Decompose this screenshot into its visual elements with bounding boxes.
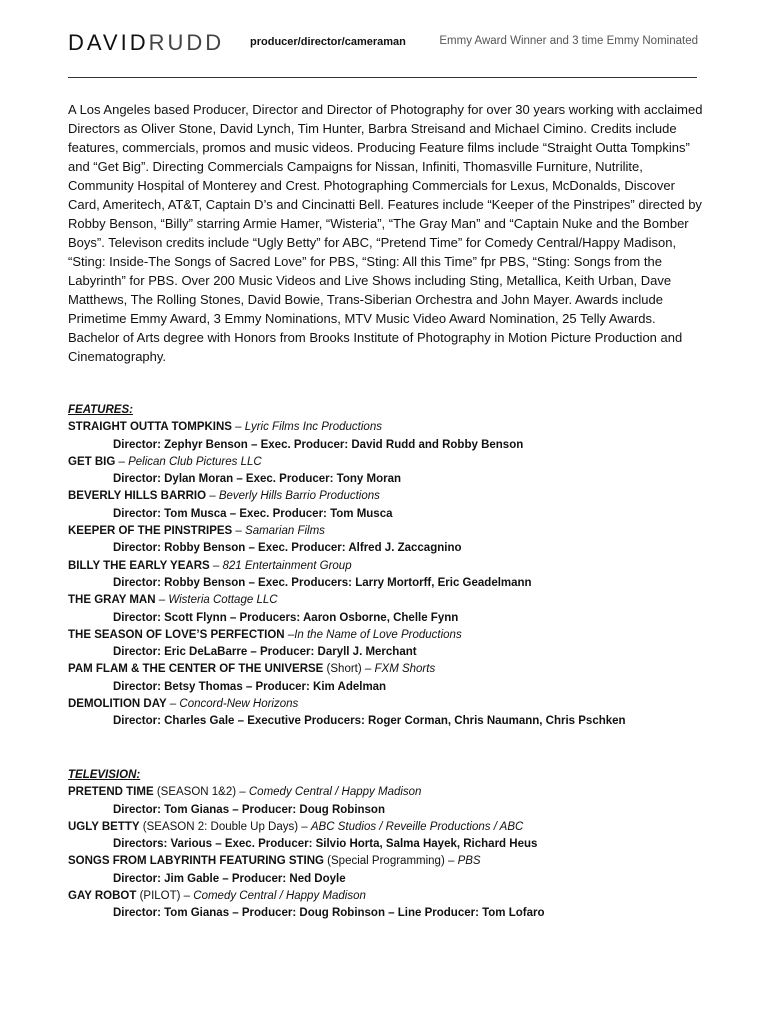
features-list xyxy=(68,419,708,730)
entry-separator: – xyxy=(231,421,245,434)
credit-entry xyxy=(68,558,708,593)
entry-separator: – xyxy=(444,855,458,868)
entry-company: Pelican Club Pictures LLC xyxy=(128,455,262,468)
entry-title-line xyxy=(68,888,708,905)
entry-title: GET BIG xyxy=(68,455,116,468)
entry-company: 821 Entertainment Group xyxy=(222,559,352,572)
entry-qualifier: (SEASON 2: Double Up Days) xyxy=(139,820,299,833)
credit-entry xyxy=(68,454,708,489)
entry-credits: Director: Eric DeLaBarre – Producer: Daryll J. Merchant xyxy=(113,646,417,659)
entry-title-line xyxy=(68,454,708,471)
credit-entry xyxy=(68,853,708,888)
entry-title-line xyxy=(68,819,708,836)
entry-title: GAY ROBOT xyxy=(68,890,137,903)
entry-credits: Director: Zephyr Benson – Exec. Producer: David Rudd and Robby Benson xyxy=(113,438,524,451)
entry-credits: Directors: Various – Exec. Producer: Silvio Horta, Salma Hayek, Richard Heus xyxy=(113,838,538,851)
entry-credits: Director: Tom Musca – Exec. Producer: Tom Musca xyxy=(113,507,393,520)
entry-credits: Director: Robby Benson – Exec. Producers: Larry Mortorff, Eric Geadelmann xyxy=(113,576,532,589)
entry-title-line xyxy=(68,853,708,870)
bio-paragraph: A Los Angeles based Producer, Director and Director of Photography for over 30 years working with acclaimed Directors as Oliver Stone, David Lynch, Tim Hunter, Barbra Streisand and Michael Cimino. Credits include features, commercials, promos and music videos. Producing Feature films include “Straight Outta Tompkins” and “Get Big”. Directing Commercials Campaigns for Nissan, Infiniti, Thomasville Furniture, Nutrilite, Community Hospital of Monterey and Crest. Photographing Commercials for Lexus, McDonalds, Discover Card, Ameritech, AT&T, Captain D’s and Cincinatti Bell. Features include “Keeper of the Pinstripes” directed by Robby Benson, “Billy” starring Armie Hamer, “Wisteria”, “The Gray Man” and “Captain Nuke and the Bomber Boys”. Televison credits include “Ugly Betty” for ABC, “Pretend Time” for Comedy Central/Happy Madison, “Sting: Inside-The Songs of Sacred Love” for PBS, “Sting: All this Time” fpr PBS, “Sting: Songs from the Labyrinth” for PBS. Over 200 Music Videos and Live Shows including Sting, Metallica, Keith Urban, Dave Matthews, The Rolling Stones, David Bowie, Trans-Siberian Orchestra and John Mayer. Awards include Primetime Emmy Award, 3 Emmy Nominations, MTV Music Video Award Nomination, 25 Telly Awards. Bachelor of Arts degree with Honors from Brooks Institute of Photography in Motion Picture Production and Cinematography. xyxy=(68,102,703,364)
entry-title-line xyxy=(68,661,708,678)
credit-entry xyxy=(68,696,708,731)
entry-company: Comedy Central / Happy Madison xyxy=(248,786,422,799)
television-list xyxy=(68,784,708,922)
credit-entry xyxy=(68,888,708,923)
entry-separator: – xyxy=(298,820,311,833)
entry-company: ABC Studios / Reveille Productions / ABC xyxy=(310,820,524,833)
entry-title-line xyxy=(68,488,708,505)
features-heading: FEATURES: xyxy=(68,404,133,416)
entry-qualifier: (Short) xyxy=(323,663,362,676)
entry-separator: – xyxy=(236,786,249,799)
entry-credits: Director: Jim Gable – Producer: Ned Doyle xyxy=(113,872,346,885)
entry-title: PRETEND TIME xyxy=(68,786,154,799)
entry-company: Comedy Central / Happy Madison xyxy=(193,890,366,903)
entry-separator: – xyxy=(361,663,375,676)
entry-company: Lyric Films Inc Productions xyxy=(244,421,382,434)
credit-entry xyxy=(68,419,708,454)
entry-qualifier: (SEASON 1&2) xyxy=(153,786,237,799)
entry-title: DEMOLITION DAY xyxy=(68,698,167,711)
entry-credits: Director: Charles Gale – Executive Producers: Roger Corman, Chris Naumann, Chris Pschken xyxy=(113,715,626,728)
entry-separator: – xyxy=(206,490,219,503)
entry-title-line xyxy=(68,523,708,540)
entry-title: THE SEASON OF LOVE’S PERFECTION xyxy=(68,628,285,641)
entry-title-line xyxy=(68,784,708,801)
entry-title: KEEPER OF THE PINSTRIPES xyxy=(68,525,233,538)
resume-header xyxy=(68,30,698,58)
entry-separator: – xyxy=(180,890,194,903)
credit-entry xyxy=(68,488,708,523)
entry-title: UGLY BETTY xyxy=(68,820,140,833)
entry-separator: – xyxy=(232,525,246,538)
entry-title-line xyxy=(68,419,708,436)
features-section xyxy=(68,402,708,731)
entry-title: BEVERLY HILLS BARRIO xyxy=(68,490,207,503)
credit-entry xyxy=(68,523,708,558)
credit-entry xyxy=(68,661,708,696)
entry-company: In the Name of Love Productions xyxy=(294,628,462,641)
entry-separator: – xyxy=(209,559,223,572)
header-divider xyxy=(68,77,697,78)
entry-title: BILLY THE EARLY YEARS xyxy=(68,559,210,572)
name-wordmark xyxy=(68,30,224,56)
name-last: RUDD xyxy=(148,30,225,55)
entry-title: SONGS FROM LABYRINTH FEATURING STING xyxy=(68,855,324,868)
entry-credits: Director: Robby Benson – Exec. Producer: Alfred J. Zaccagnino xyxy=(113,542,462,555)
entry-title-line xyxy=(68,558,708,575)
television-section xyxy=(68,767,708,923)
name-first: DAVID xyxy=(68,30,149,55)
entry-title-line xyxy=(68,627,708,644)
entry-separator: – xyxy=(155,594,169,607)
credit-entry xyxy=(68,627,708,662)
entry-title-line xyxy=(68,696,708,713)
entry-company: Samarian Films xyxy=(245,525,325,538)
entry-title-line xyxy=(68,592,708,609)
entry-company: Concord-New Horizons xyxy=(179,698,299,711)
entry-company: FXM Shorts xyxy=(374,663,436,676)
credit-entry xyxy=(68,819,708,854)
role-title: producer/director/cameraman xyxy=(250,36,406,48)
entry-qualifier: (PILOT) xyxy=(136,890,181,903)
entry-separator: – xyxy=(284,628,295,641)
entry-qualifier: (Special Programming) xyxy=(323,855,445,868)
entry-separator: – xyxy=(115,455,129,468)
awards-tagline: Emmy Award Winner and 3 time Emmy Nominated xyxy=(439,35,698,47)
entry-title: THE GRAY MAN xyxy=(68,594,156,607)
entry-credits: Director: Betsy Thomas – Producer: Kim Adelman xyxy=(113,680,387,693)
entry-separator: – xyxy=(166,698,180,711)
entry-title: STRAIGHT OUTTA TOMPKINS xyxy=(68,421,232,434)
entry-credits: Director: Tom Gianas – Producer: Doug Robinson xyxy=(113,803,385,816)
entry-credits: Director: Tom Gianas – Producer: Doug Robinson – Line Producer: Tom Lofaro xyxy=(113,907,545,920)
entry-credits: Director: Scott Flynn – Producers: Aaron Osborne, Chelle Fynn xyxy=(113,611,459,624)
entry-company: PBS xyxy=(457,855,481,868)
entry-title: PAM FLAM & THE CENTER OF THE UNIVERSE xyxy=(68,663,324,676)
entry-company: Wisteria Cottage LLC xyxy=(168,594,278,607)
television-heading: TELEVISION: xyxy=(68,769,141,781)
entry-company: Beverly Hills Barrio Productions xyxy=(218,490,380,503)
credit-entry xyxy=(68,592,708,627)
credit-entry xyxy=(68,784,708,819)
entry-credits: Director: Dylan Moran – Exec. Producer: Tony Moran xyxy=(113,473,401,486)
